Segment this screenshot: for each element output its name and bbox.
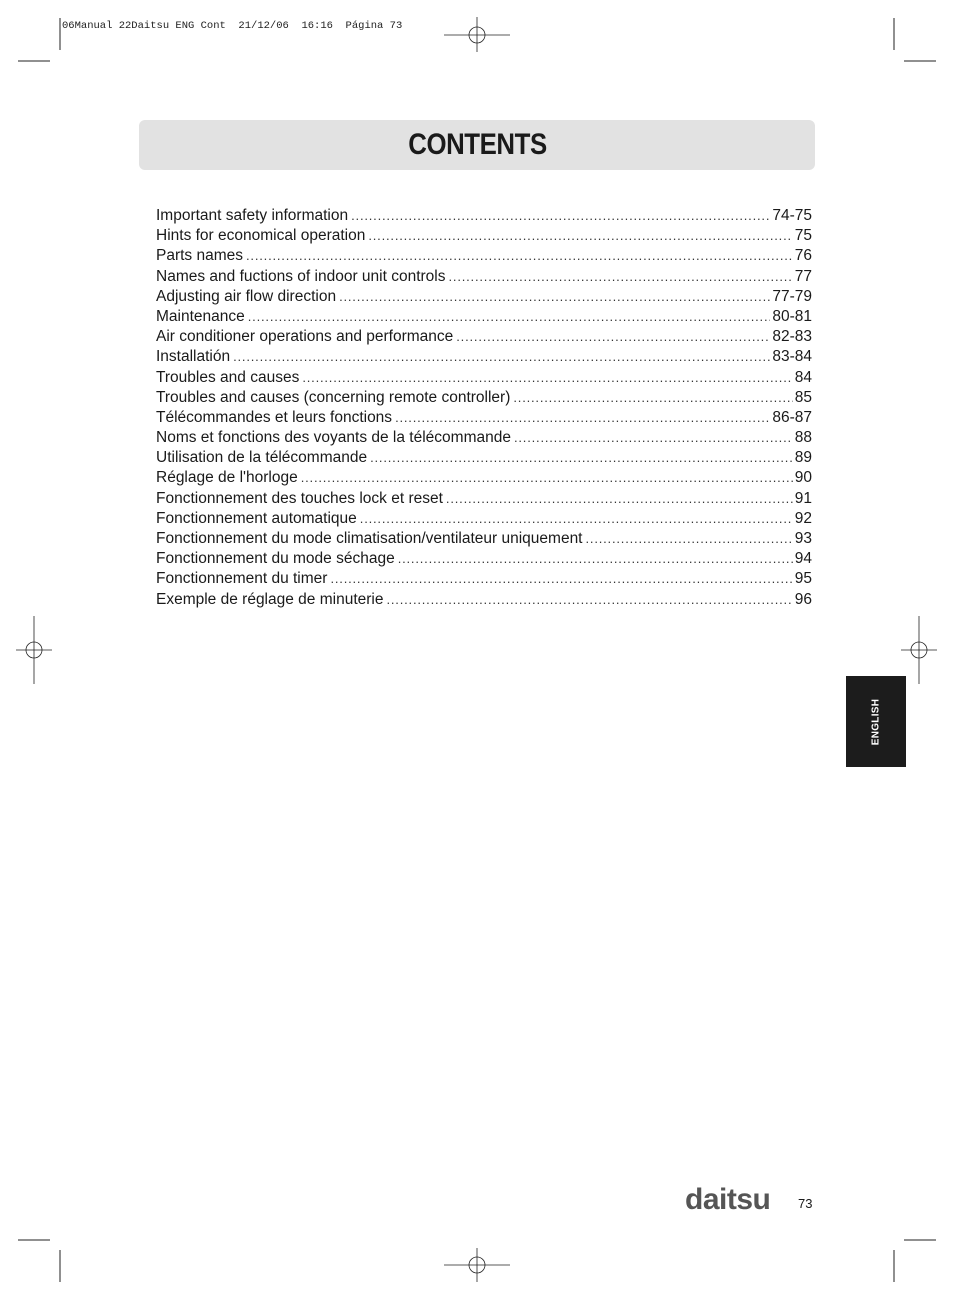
toc-entry: [156, 529, 812, 549]
toc-entry-label: Fonctionnement du timer: [156, 570, 328, 588]
toc-entry-page: 96: [794, 590, 812, 608]
page-number: 73: [798, 1196, 813, 1211]
toc-entry-page: 93: [794, 530, 812, 547]
toc-entry-page: 76: [794, 247, 812, 265]
toc-entry-page: 77-79: [772, 287, 812, 305]
dot-leader: [386, 590, 792, 610]
toc-entry: [156, 206, 812, 226]
dot-leader: [339, 287, 770, 307]
toc-entry-page: 82-83: [772, 328, 812, 346]
toc-entry-page: 92: [794, 509, 812, 527]
table-of-contents: [156, 206, 812, 610]
toc-entry-label: Télécommandes et leurs fonctions: [156, 408, 393, 426]
toc-entry-label: Air conditioner operations and performance: [156, 328, 454, 346]
toc-entry-label: Adjusting air flow direction: [156, 287, 337, 305]
toc-entry-label: Important safety information: [156, 207, 349, 224]
dot-leader: [449, 267, 793, 287]
toc-entry-page: 91: [794, 489, 812, 507]
toc-entry-label: Fonctionnement du mode climatisation/ventilateur uniquement: [156, 530, 583, 547]
toc-entry-page: 74-75: [772, 207, 812, 224]
toc-entry-label: Utilisation de la télécommande: [156, 449, 368, 467]
toc-entry: [156, 327, 812, 347]
dot-leader: [586, 529, 793, 549]
toc-entry-page: 89: [794, 449, 812, 467]
dot-leader: [395, 408, 770, 428]
toc-entry-label: Troubles and causes (concerning remote controller): [156, 388, 511, 406]
toc-entry-page: 83-84: [772, 348, 812, 366]
toc-entry-label: Fonctionnement automatique: [156, 509, 357, 527]
dot-leader: [233, 347, 770, 367]
dot-leader: [248, 307, 771, 327]
toc-entry: [156, 226, 812, 246]
toc-entry-page: 80-81: [772, 307, 812, 325]
dot-leader: [351, 206, 770, 226]
toc-entry: [156, 246, 812, 266]
toc-entry-page: 94: [794, 550, 812, 568]
toc-entry: [156, 569, 812, 589]
toc-entry-page: 90: [794, 469, 812, 487]
toc-entry-label: Maintenance: [156, 307, 245, 325]
dot-leader: [246, 246, 793, 266]
toc-entry-page: 88: [794, 429, 812, 447]
dot-leader: [302, 368, 792, 388]
toc-entry-page: 86-87: [772, 408, 812, 426]
toc-entry-label: Noms et fonctions des voyants de la télécommande: [156, 429, 511, 447]
language-tab: [846, 676, 906, 767]
dot-leader: [368, 226, 792, 246]
toc-entry-page: 77: [794, 267, 812, 285]
toc-entry: [156, 287, 812, 307]
toc-entry: [156, 307, 812, 327]
dot-leader: [360, 509, 793, 529]
dot-leader: [514, 428, 793, 448]
toc-entry: [156, 368, 812, 388]
svg-text:daitsu: daitsu: [685, 1183, 771, 1215]
language-tab-label: ENGLISH: [870, 698, 882, 745]
toc-entry: [156, 590, 812, 610]
brand-logo: [684, 1183, 782, 1215]
toc-entry-label: Names and fuctions of indoor unit controls: [156, 267, 446, 285]
toc-entry: [156, 267, 812, 287]
toc-entry-page: 84: [794, 368, 812, 386]
print-slug: 06Manual 22Daitsu ENG Cont 21/12/06 16:16 Página 73: [62, 20, 403, 32]
toc-entry: [156, 347, 812, 367]
dot-leader: [370, 448, 793, 468]
dot-leader: [301, 468, 793, 488]
dot-leader: [513, 388, 792, 408]
toc-entry: [156, 468, 812, 488]
toc-entry-label: Installatión: [156, 348, 231, 366]
toc-entry: [156, 489, 812, 509]
toc-entry: [156, 408, 812, 428]
toc-entry-label: Hints for economical operation: [156, 227, 366, 245]
dot-leader: [398, 549, 793, 569]
dot-leader: [330, 569, 792, 589]
title-bar: [139, 120, 815, 170]
dot-leader: [456, 327, 770, 347]
toc-entry: [156, 448, 812, 468]
toc-entry: [156, 549, 812, 569]
page-title: CONTENTS: [407, 128, 547, 161]
toc-entry-page: 85: [794, 388, 812, 406]
toc-entry-label: Troubles and causes: [156, 368, 300, 386]
toc-entry: [156, 509, 812, 529]
toc-entry-label: Exemple de réglage de minuterie: [156, 590, 384, 608]
toc-entry-page: 95: [794, 570, 812, 588]
toc-entry-label: Réglage de l'horloge: [156, 469, 298, 487]
toc-entry: [156, 388, 812, 408]
dot-leader: [446, 489, 793, 509]
toc-entry-label: Fonctionnement du mode séchage: [156, 550, 395, 568]
toc-entry: [156, 428, 812, 448]
toc-entry-page: 75: [794, 227, 812, 245]
toc-entry-label: Fonctionnement des touches lock et reset: [156, 489, 443, 507]
toc-entry-label: Parts names: [156, 247, 244, 265]
